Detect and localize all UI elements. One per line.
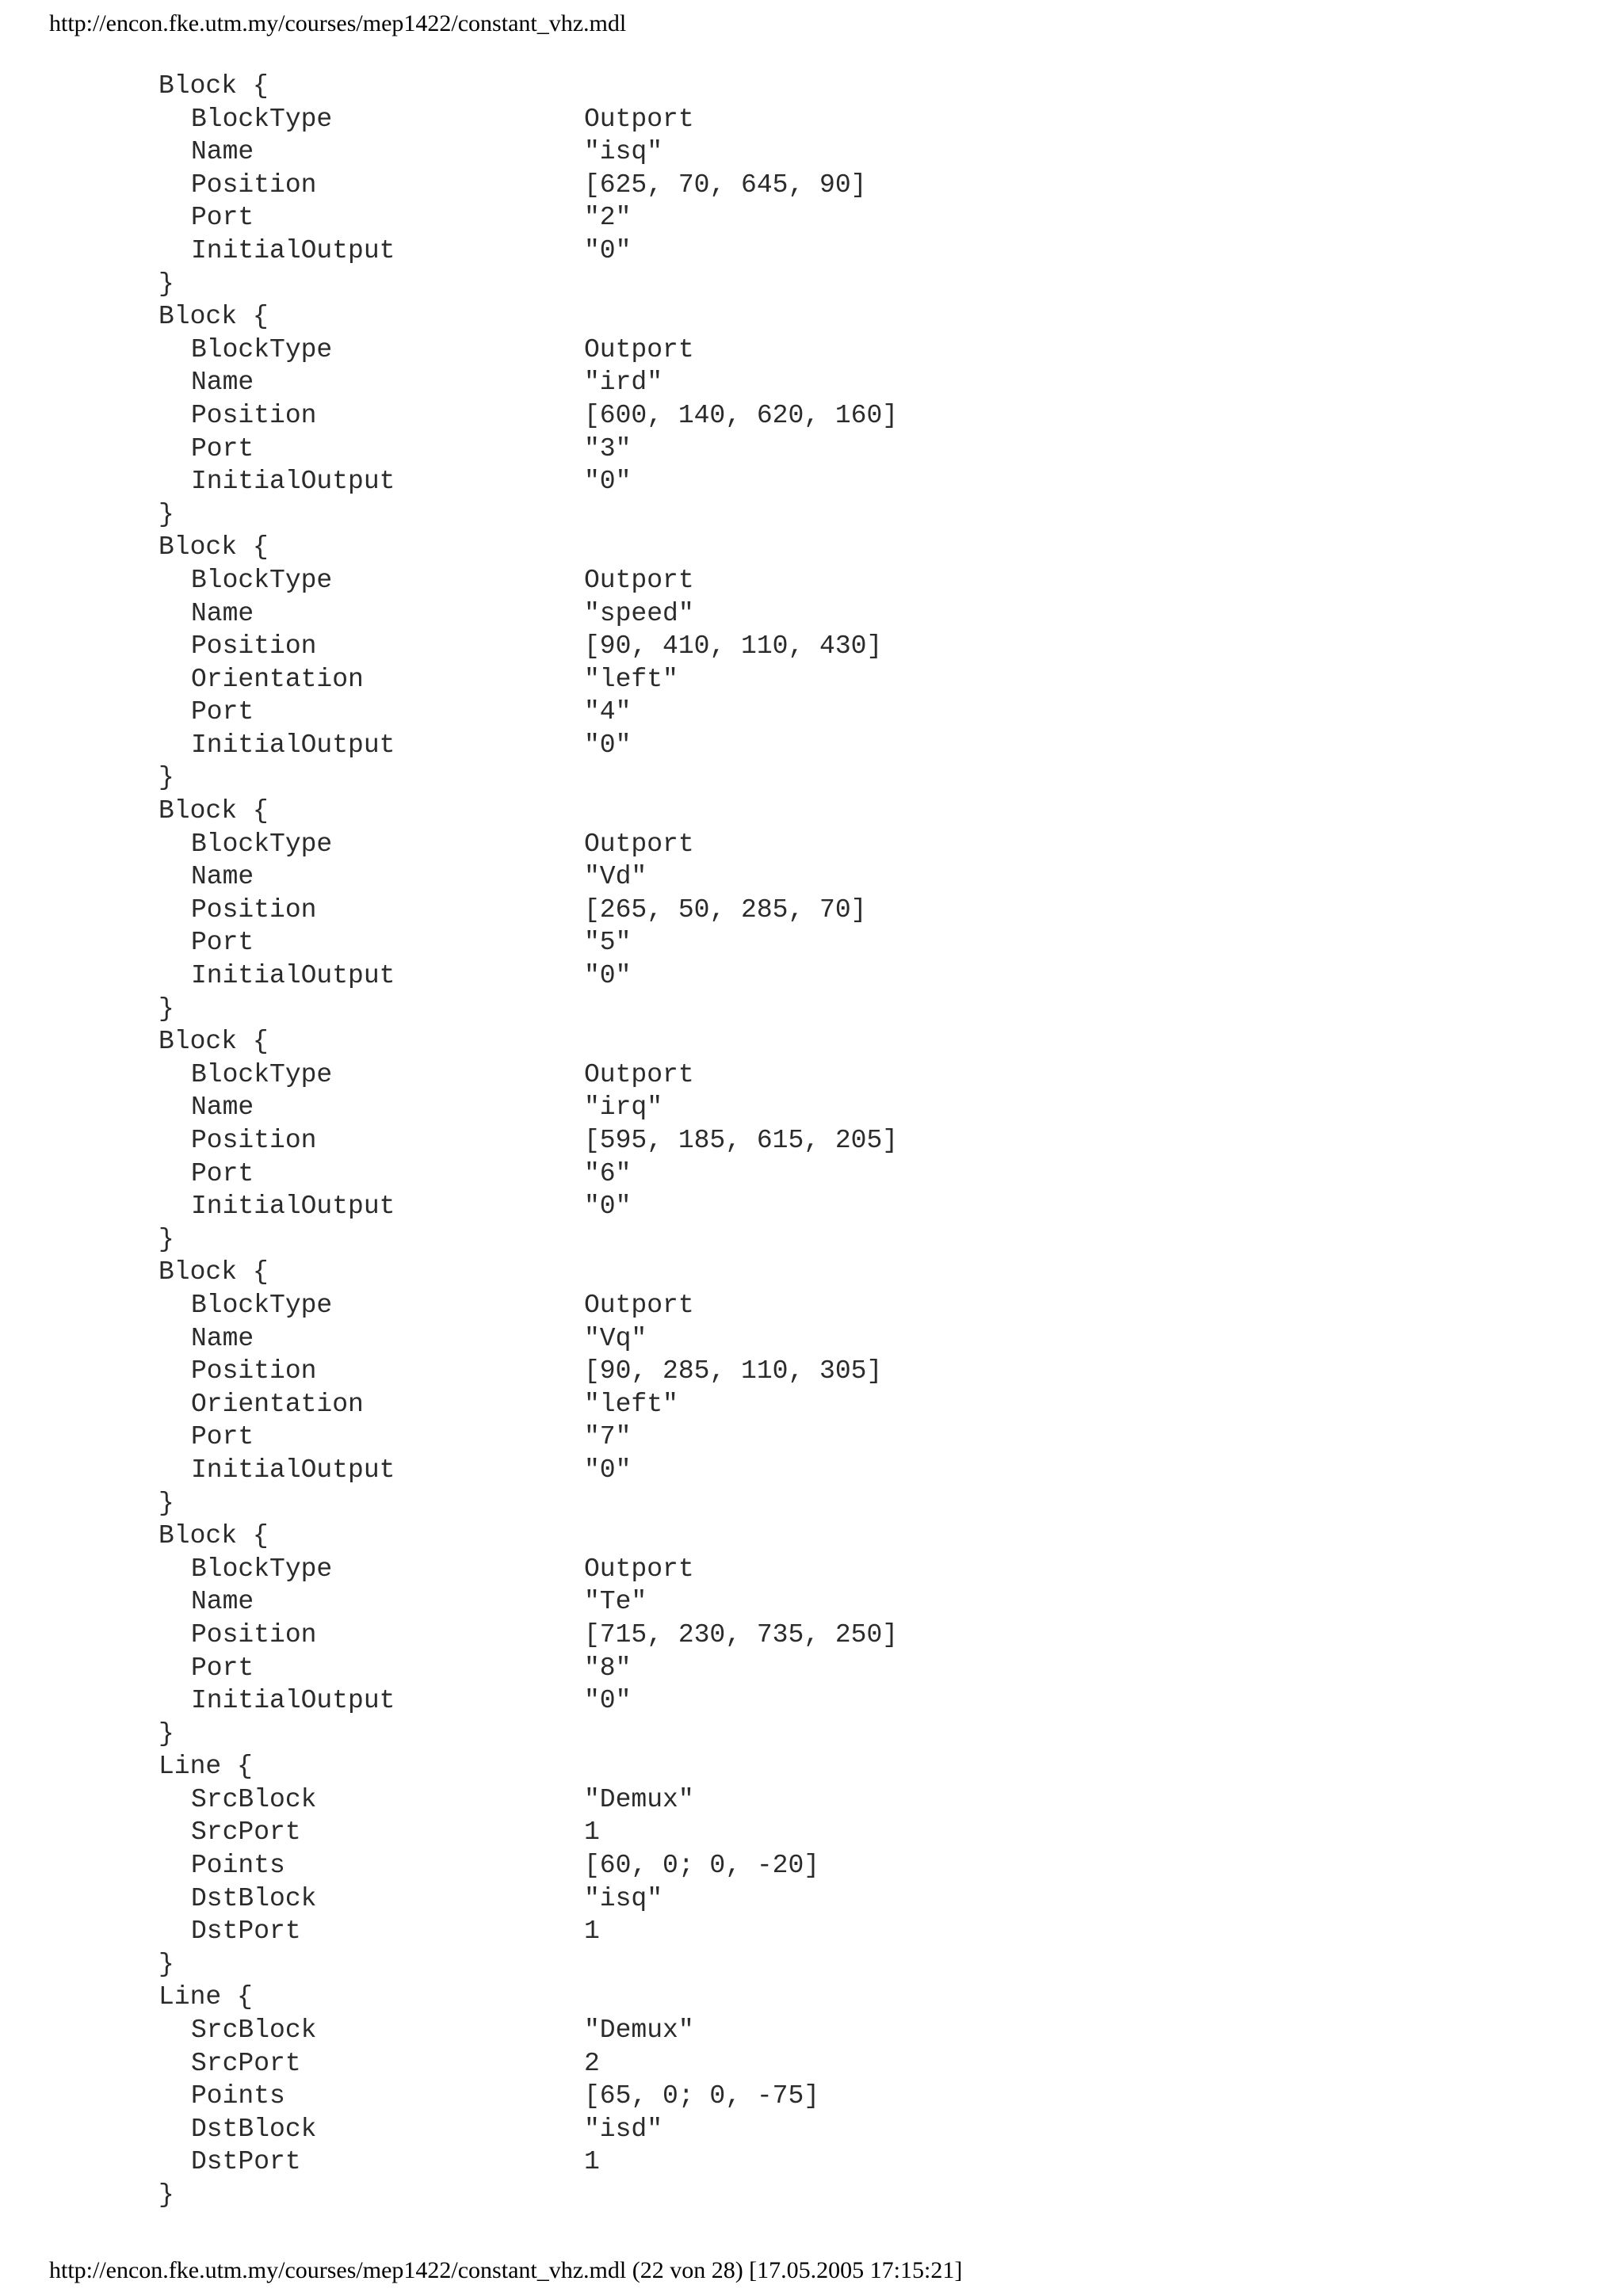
property-value: "irq" xyxy=(584,1093,663,1123)
block-closing-brace: } xyxy=(158,1718,174,1749)
block-header: Block { xyxy=(158,532,269,563)
property-value: [60, 0; 0, -20] xyxy=(584,1851,820,1881)
property-value: [90, 285, 110, 305] xyxy=(584,1356,883,1386)
property-key: Points xyxy=(191,2081,285,2111)
property-value: 1 xyxy=(584,2147,600,2177)
property-value: "Vd" xyxy=(584,862,647,892)
property-key: InitialOutput xyxy=(191,467,395,497)
property-key: Position xyxy=(191,631,317,662)
property-value: "left" xyxy=(584,1389,678,1419)
property-value: "2" xyxy=(584,203,632,233)
property-value: "Te" xyxy=(584,1587,647,1617)
property-value: "0" xyxy=(584,235,632,265)
property-key: BlockType xyxy=(191,334,333,364)
property-value: "left" xyxy=(584,664,678,694)
property-key: Position xyxy=(191,1619,317,1650)
block-closing-brace: } xyxy=(158,994,174,1024)
property-key: Port xyxy=(191,1653,254,1683)
property-key: DstPort xyxy=(191,2147,301,2177)
property-key: Points xyxy=(191,1851,285,1881)
property-key: Position xyxy=(191,894,317,925)
property-value: "6" xyxy=(584,1158,632,1188)
property-value: Outport xyxy=(584,334,694,364)
property-key: Position xyxy=(191,170,317,200)
property-value: [600, 140, 620, 160] xyxy=(584,400,899,430)
property-value: Outport xyxy=(584,565,694,595)
property-key: Orientation xyxy=(191,664,364,694)
property-value: "5" xyxy=(584,928,632,958)
page-footer: http://encon.fke.utm.my/courses/mep1422/constant_vhz.mdl (22 von 28) [17.05.2005 17:15:21] xyxy=(49,2257,963,2283)
property-key: Position xyxy=(191,1356,317,1386)
block-closing-brace: } xyxy=(158,2180,174,2210)
block-header: Block { xyxy=(158,1257,269,1287)
block-header: Line { xyxy=(158,1752,253,1782)
property-key: DstBlock xyxy=(191,1883,317,1913)
property-value: 2 xyxy=(584,2048,600,2078)
property-key: DstPort xyxy=(191,1917,301,1947)
property-value: Outport xyxy=(584,1059,694,1089)
property-key: Port xyxy=(191,203,254,233)
block-closing-brace: } xyxy=(158,1224,174,1254)
property-key: BlockType xyxy=(191,1554,333,1584)
block-header: Block { xyxy=(158,1521,269,1551)
block-closing-brace: } xyxy=(158,499,174,529)
property-value: [65, 0; 0, -75] xyxy=(584,2081,820,2111)
property-value: "Vq" xyxy=(584,1323,647,1353)
property-value: [625, 70, 645, 90] xyxy=(584,170,867,200)
property-key: Port xyxy=(191,697,254,727)
property-value: "0" xyxy=(584,961,632,991)
block-header: Block { xyxy=(158,302,269,332)
property-value: "0" xyxy=(584,467,632,497)
property-key: BlockType xyxy=(191,829,333,859)
property-value: "isq" xyxy=(584,137,663,167)
block-header: Line { xyxy=(158,1982,253,2012)
property-key: SrcBlock xyxy=(191,1784,317,1814)
block-closing-brace: } xyxy=(158,763,174,793)
property-value: "0" xyxy=(584,1455,632,1485)
property-key: InitialOutput xyxy=(191,1455,395,1485)
property-value: "speed" xyxy=(584,598,694,628)
property-value: "Demux" xyxy=(584,1784,694,1814)
property-key: BlockType xyxy=(191,565,333,595)
property-value: "8" xyxy=(584,1653,632,1683)
property-value: Outport xyxy=(584,829,694,859)
property-value: Outport xyxy=(584,1554,694,1584)
property-key: Position xyxy=(191,1126,317,1155)
property-key: Name xyxy=(191,368,254,398)
property-value: "3" xyxy=(584,433,632,463)
property-key: Name xyxy=(191,598,254,628)
property-key: Name xyxy=(191,137,254,167)
property-key: Name xyxy=(191,862,254,892)
property-value: Outport xyxy=(584,1290,694,1320)
property-value: "Demux" xyxy=(584,2016,694,2046)
property-value: "ird" xyxy=(584,368,663,398)
property-key: Name xyxy=(191,1323,254,1353)
property-key: Name xyxy=(191,1093,254,1123)
property-key: InitialOutput xyxy=(191,730,395,760)
block-header: Block { xyxy=(158,796,269,826)
block-closing-brace: } xyxy=(158,269,174,299)
block-closing-brace: } xyxy=(158,1949,174,1979)
property-value: [90, 410, 110, 430] xyxy=(584,631,883,662)
property-value: Outport xyxy=(584,104,694,134)
property-value: "4" xyxy=(584,697,632,727)
block-header: Block { xyxy=(158,71,269,101)
property-key: BlockType xyxy=(191,1059,333,1089)
property-value: "7" xyxy=(584,1422,632,1452)
property-value: "0" xyxy=(584,730,632,760)
property-key: Port xyxy=(191,433,254,463)
property-key: Port xyxy=(191,1422,254,1452)
property-key: SrcPort xyxy=(191,2048,301,2078)
property-key: SrcBlock xyxy=(191,2016,317,2046)
property-key: InitialOutput xyxy=(191,1192,395,1222)
page-header-url: http://encon.fke.utm.my/courses/mep1422/constant_vhz.mdl xyxy=(49,10,627,36)
block-closing-brace: } xyxy=(158,1488,174,1518)
property-value: [265, 50, 285, 70] xyxy=(584,894,867,925)
property-key: Port xyxy=(191,1158,254,1188)
property-value: "0" xyxy=(584,1686,632,1716)
property-key: Port xyxy=(191,928,254,958)
property-value: "isq" xyxy=(584,1883,663,1913)
property-key: DstBlock xyxy=(191,2114,317,2144)
property-key: InitialOutput xyxy=(191,961,395,991)
property-key: InitialOutput xyxy=(191,1686,395,1716)
property-key: BlockType xyxy=(191,104,333,134)
property-key: InitialOutput xyxy=(191,235,395,265)
property-key: Orientation xyxy=(191,1389,364,1419)
property-value: 1 xyxy=(584,1817,600,1848)
property-value: [715, 230, 735, 250] xyxy=(584,1619,899,1650)
property-key: Name xyxy=(191,1587,254,1617)
property-value: 1 xyxy=(584,1917,600,1947)
property-value: "0" xyxy=(584,1192,632,1222)
block-header: Block { xyxy=(158,1027,269,1057)
property-key: Position xyxy=(191,400,317,430)
property-value: "isd" xyxy=(584,2114,663,2144)
property-key: SrcPort xyxy=(191,1817,301,1848)
property-value: [595, 185, 615, 205] xyxy=(584,1126,899,1155)
property-key: BlockType xyxy=(191,1290,333,1320)
